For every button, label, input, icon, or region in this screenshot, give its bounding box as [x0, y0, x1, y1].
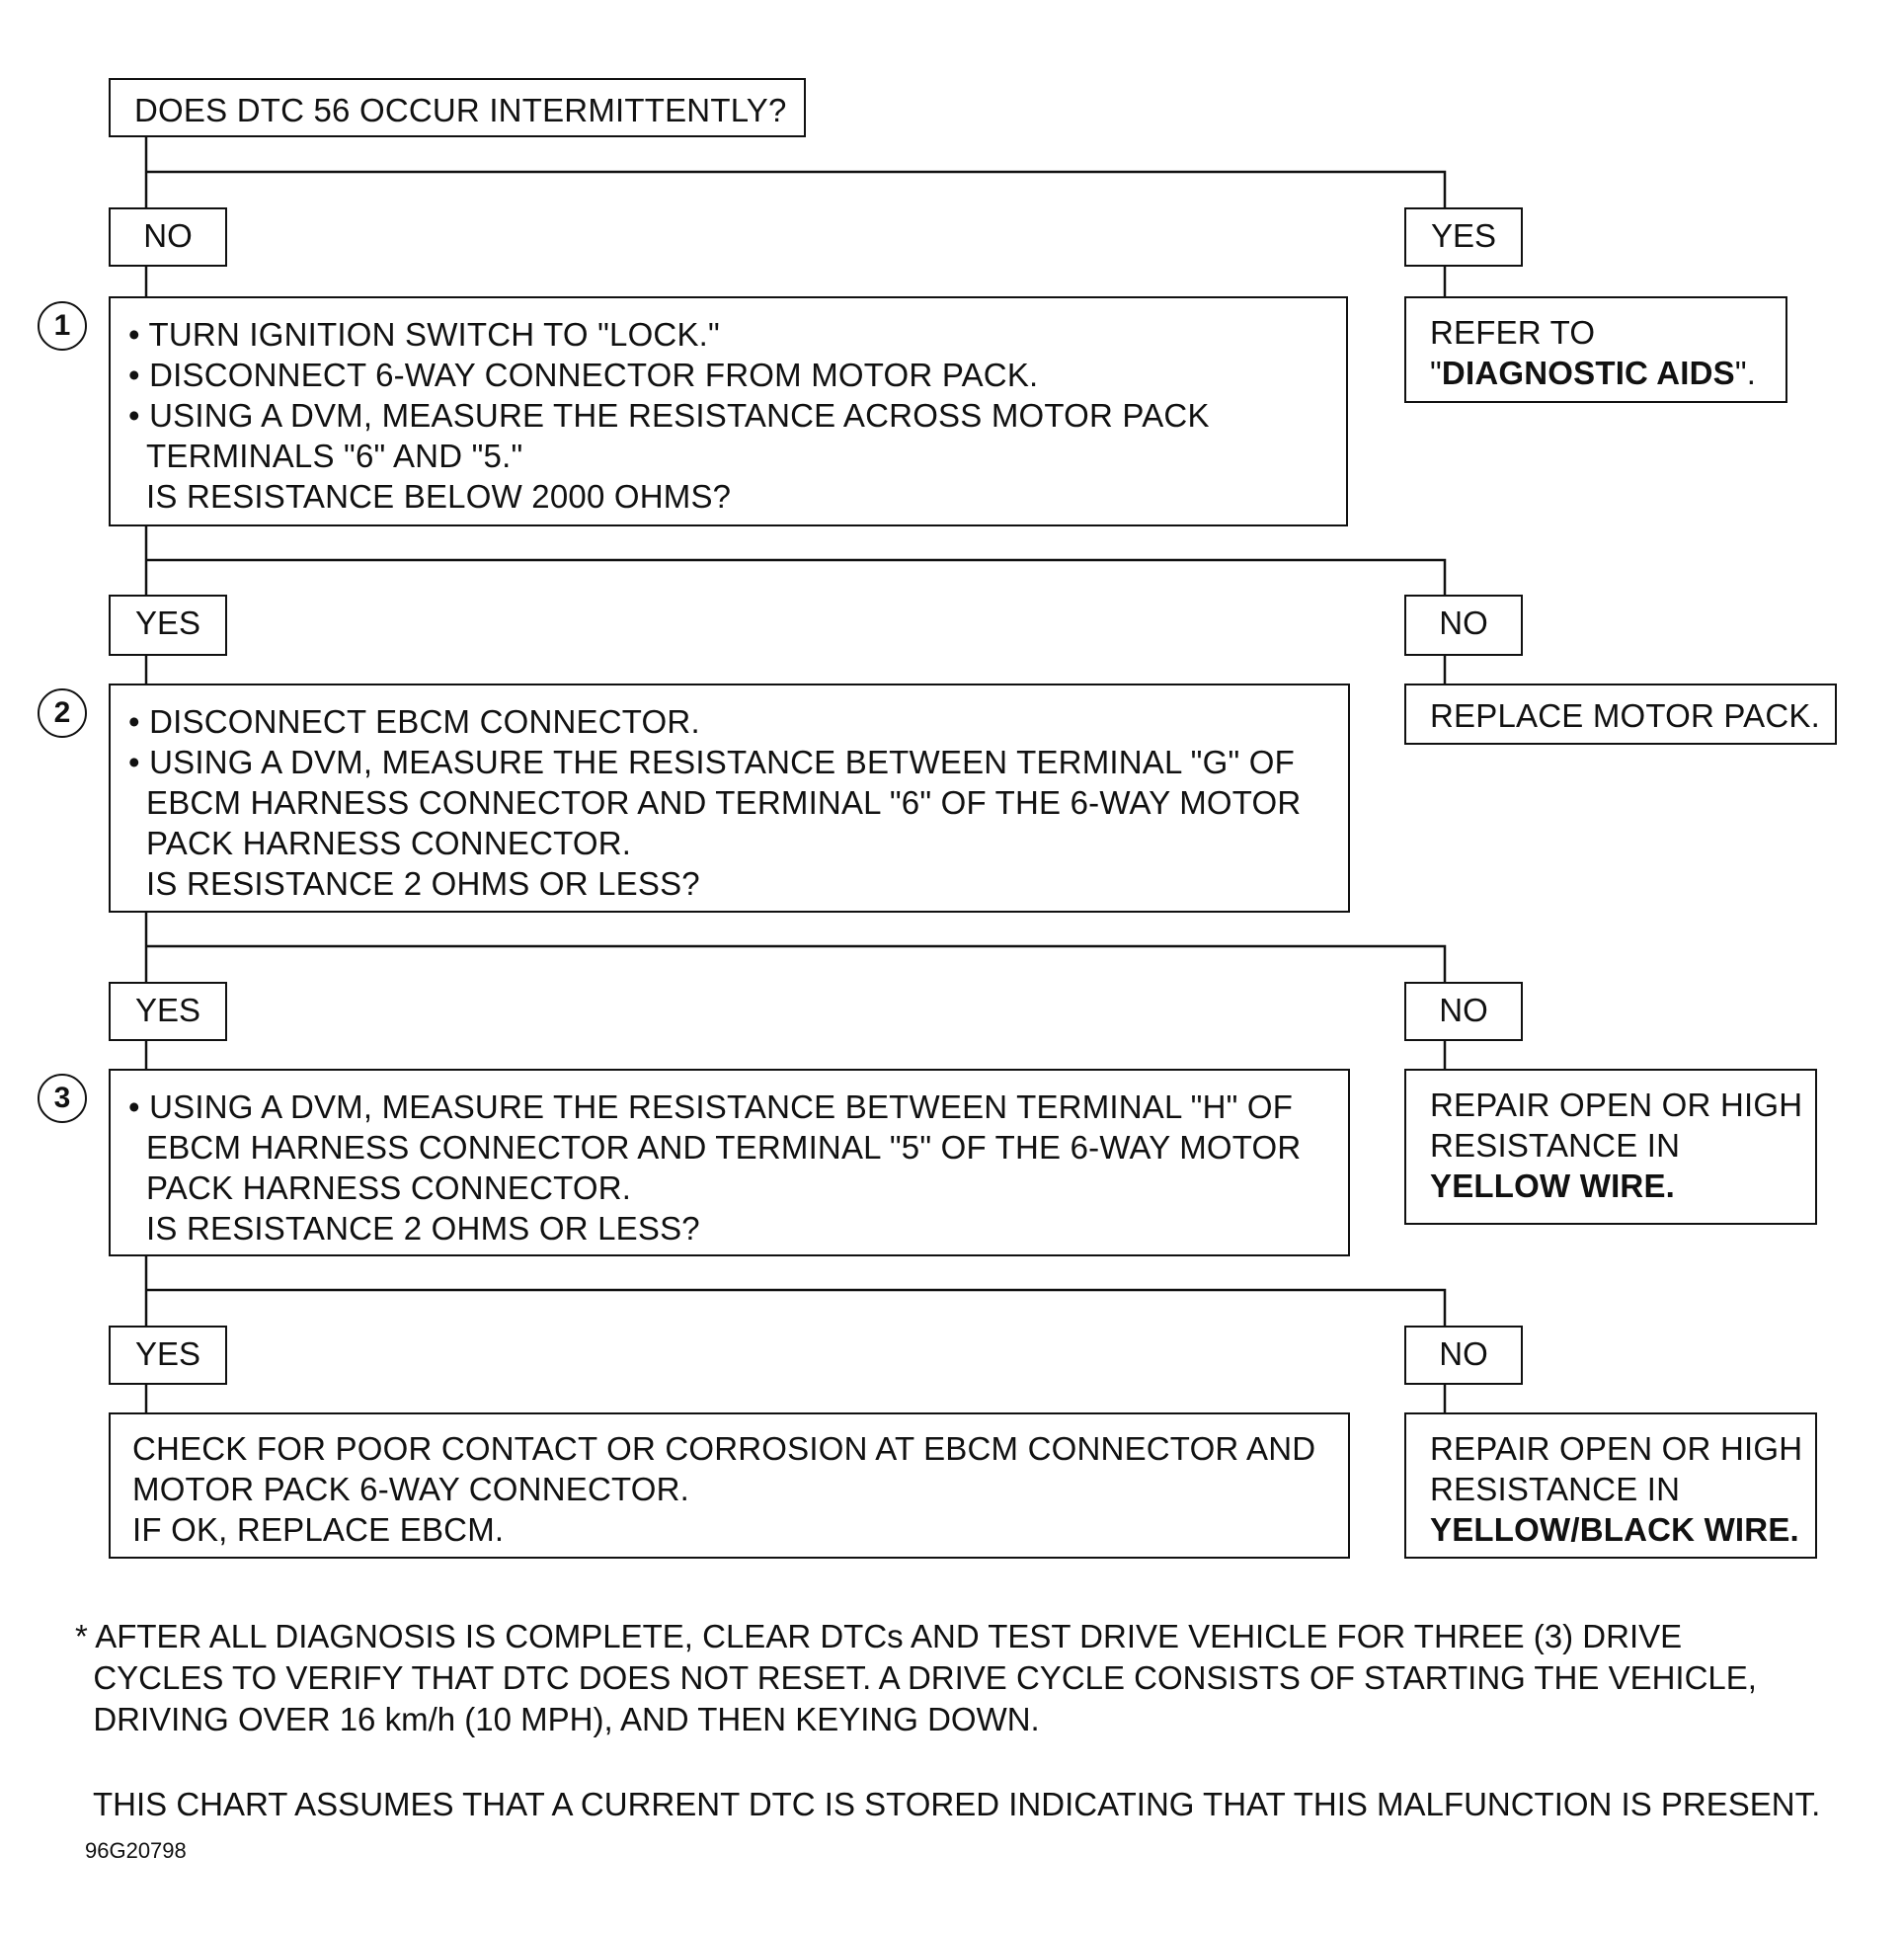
- footnote-line: CYCLES TO VERIFY THAT DTC DOES NOT RESET. A DRIVE CYCLE CONSISTS OF STARTING THE VEHICLE,: [75, 1659, 1757, 1696]
- step-1-line: • TURN IGNITION SWITCH TO "LOCK.": [128, 316, 720, 353]
- branch-label-yes: YES: [109, 1326, 227, 1385]
- step-2-line: EBCM HARNESS CONNECTOR AND TERMINAL "6" OF THE 6-WAY MOTOR: [146, 784, 1302, 821]
- branch-label-no: NO: [1404, 1326, 1523, 1385]
- result-3-line: REPAIR OPEN OR HIGH: [1430, 1087, 1803, 1123]
- result-1-line: REFER TO: [1430, 314, 1596, 351]
- step-number-1: 1: [38, 301, 87, 351]
- final-step-line: CHECK FOR POOR CONTACT OR CORROSION AT EBCM CONNECTOR AND: [132, 1430, 1316, 1467]
- result-2-line: REPLACE MOTOR PACK.: [1430, 697, 1820, 734]
- result-box-replace-motor-pack: [1404, 684, 1837, 745]
- assumption-note: THIS CHART ASSUMES THAT A CURRENT DTC IS STORED INDICATING THAT THIS MALFUNCTION IS PRESENT.: [93, 1786, 1821, 1822]
- figure-code: 96G20798: [85, 1838, 187, 1863]
- step-2-line: PACK HARNESS CONNECTOR.: [146, 825, 632, 861]
- step-2-line: • DISCONNECT EBCM CONNECTOR.: [128, 703, 700, 740]
- step-number-3: 3: [38, 1074, 87, 1123]
- step-1-line: TERMINALS "6" AND "5.": [146, 438, 523, 474]
- footnote-line: DRIVING OVER 16 km/h (10 MPH), AND THEN KEYING DOWN.: [75, 1701, 1040, 1737]
- step-3-line: EBCM HARNESS CONNECTOR AND TERMINAL "5" OF THE 6-WAY MOTOR: [146, 1129, 1302, 1166]
- step-3-line: PACK HARNESS CONNECTOR.: [146, 1169, 632, 1206]
- branch-label-yes: YES: [109, 595, 227, 656]
- result-box-diagnostic-aids: [1404, 296, 1787, 403]
- step-number-2: 2: [38, 688, 87, 738]
- result-4-line: REPAIR OPEN OR HIGH: [1430, 1430, 1803, 1467]
- step-2-line: IS RESISTANCE 2 OHMS OR LESS?: [146, 865, 700, 902]
- diagnostic-aids-reference: DIAGNOSTIC AIDS: [1441, 355, 1735, 391]
- final-step-line: MOTOR PACK 6-WAY CONNECTOR.: [132, 1471, 690, 1507]
- step-1-line: IS RESISTANCE BELOW 2000 OHMS?: [146, 478, 732, 515]
- final-step-box: [109, 1412, 1350, 1559]
- step-1-box: [109, 296, 1348, 526]
- step-3-box: [109, 1069, 1350, 1256]
- branch-label-yes: YES: [109, 982, 227, 1041]
- result-3-wire-color: YELLOW WIRE.: [1430, 1168, 1676, 1204]
- branch-label-no: NO: [1404, 982, 1523, 1041]
- result-1-line: "DIAGNOSTIC AIDS".: [1430, 355, 1757, 391]
- question-text: DOES DTC 56 OCCUR INTERMITTENTLY?: [134, 92, 787, 128]
- question-box-dtc56: [109, 78, 806, 137]
- result-box-yellow-black-wire: [1404, 1412, 1817, 1559]
- result-box-yellow-wire: [1404, 1069, 1817, 1225]
- step-1-line: • DISCONNECT 6-WAY CONNECTOR FROM MOTOR PACK.: [128, 357, 1039, 393]
- result-4-line: RESISTANCE IN: [1430, 1471, 1681, 1507]
- branch-label-no: NO: [1404, 595, 1523, 656]
- result-4-wire-color: YELLOW/BLACK WIRE.: [1430, 1511, 1799, 1548]
- step-2-box: [109, 684, 1350, 913]
- footnote-line: * AFTER ALL DIAGNOSIS IS COMPLETE, CLEAR DTCs AND TEST DRIVE VEHICLE FOR THREE (3) DRIVE: [75, 1618, 1683, 1654]
- step-3-line: • USING A DVM, MEASURE THE RESISTANCE BETWEEN TERMINAL "H" OF: [128, 1088, 1294, 1125]
- branch-label-yes: YES: [1404, 207, 1523, 267]
- final-step-line: IF OK, REPLACE EBCM.: [132, 1511, 505, 1548]
- step-2-line: • USING A DVM, MEASURE THE RESISTANCE BETWEEN TERMINAL "G" OF: [128, 744, 1295, 780]
- result-3-line: RESISTANCE IN: [1430, 1127, 1681, 1164]
- step-1-line: • USING A DVM, MEASURE THE RESISTANCE ACROSS MOTOR PACK: [128, 397, 1210, 434]
- branch-label-no: NO: [109, 207, 227, 267]
- step-3-line: IS RESISTANCE 2 OHMS OR LESS?: [146, 1210, 700, 1247]
